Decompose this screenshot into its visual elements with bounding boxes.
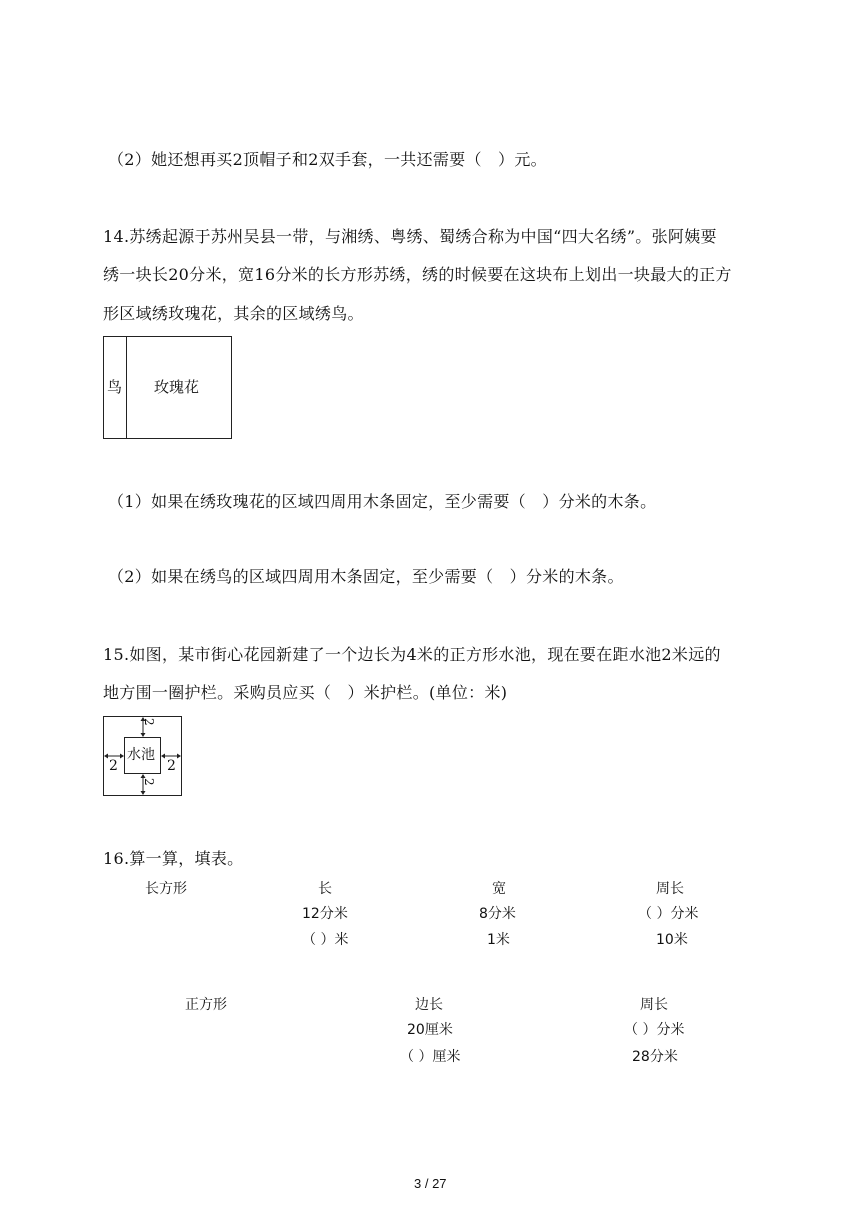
pool-diagram (103, 716, 182, 796)
pool-label: 水池 (127, 747, 155, 763)
q14-part1: （1）如果在绣玫瑰花的区域四周用木条固定，至少需要（ ）分米的木条。 (108, 492, 657, 511)
rect-row1-perimeter: （ ）分米 (638, 906, 699, 922)
q14-part2: （2）如果在绣鸟的区域四周用木条固定，至少需要（ ）分米的木条。 (108, 567, 624, 586)
square-header-side: 边长 (415, 997, 443, 1013)
q14-line3: 形区域绣玫瑰花，其余的区域绣鸟。 (103, 304, 364, 323)
square-header-perimeter: 周长 (640, 997, 668, 1013)
rect-row2-perimeter: 10米 (656, 932, 688, 948)
rect-row2-length: （ ）米 (302, 932, 349, 948)
rect-header-perimeter: 周长 (656, 881, 684, 897)
page-number: 3 / 27 (414, 1176, 447, 1191)
left-distance-label: 2 (109, 758, 118, 774)
embroidery-diagram (103, 336, 232, 439)
square-row1-side: 20厘米 (407, 1022, 453, 1038)
square-row2-side: （ ）厘米 (400, 1049, 461, 1065)
square-row1-perimeter: （ ）分米 (624, 1022, 685, 1038)
rect-header-width: 宽 (492, 881, 506, 897)
q15-line2: 地方围一圈护栏。采购员应买（ ）米护栏。(单位：米) (103, 683, 508, 702)
right-distance-label: 2 (167, 758, 176, 774)
q13-part2: （2）她还想再买2顶帽子和2双手套，一共还需要（ ）元。 (108, 150, 547, 169)
bottom-distance-label: 2 (142, 778, 156, 786)
q15-line1: 15.如图，某市街心花园新建了一个边长为4米的正方形水池，现在要在距水池2米远的 (103, 645, 721, 664)
square-row2-perimeter: 28分米 (632, 1049, 678, 1065)
square-label: 正方形 (185, 997, 227, 1013)
rose-region-label: 玫瑰花 (154, 378, 200, 396)
rect-header-length: 长 (318, 881, 332, 897)
q14-line2: 绣一块长20分米，宽16分米的长方形苏绣，绣的时候要在这块布上划出一块最大的正方 (103, 265, 732, 284)
bird-region-label: 鸟 (107, 378, 123, 396)
q16-title: 16.算一算，填表。 (103, 849, 244, 868)
rect-label: 长方形 (145, 881, 187, 897)
q14-line1: 14.苏绣起源于苏州吴县一带，与湘绣、粤绣、蜀绣合称为中国“四大名绣”。张阿姨要 (103, 227, 717, 246)
rect-row1-width: 8分米 (479, 906, 516, 922)
divider-line (126, 337, 127, 438)
top-distance-label: 2 (142, 718, 156, 726)
rect-row1-length: 12分米 (302, 906, 348, 922)
rect-row2-width: 1米 (487, 932, 510, 948)
